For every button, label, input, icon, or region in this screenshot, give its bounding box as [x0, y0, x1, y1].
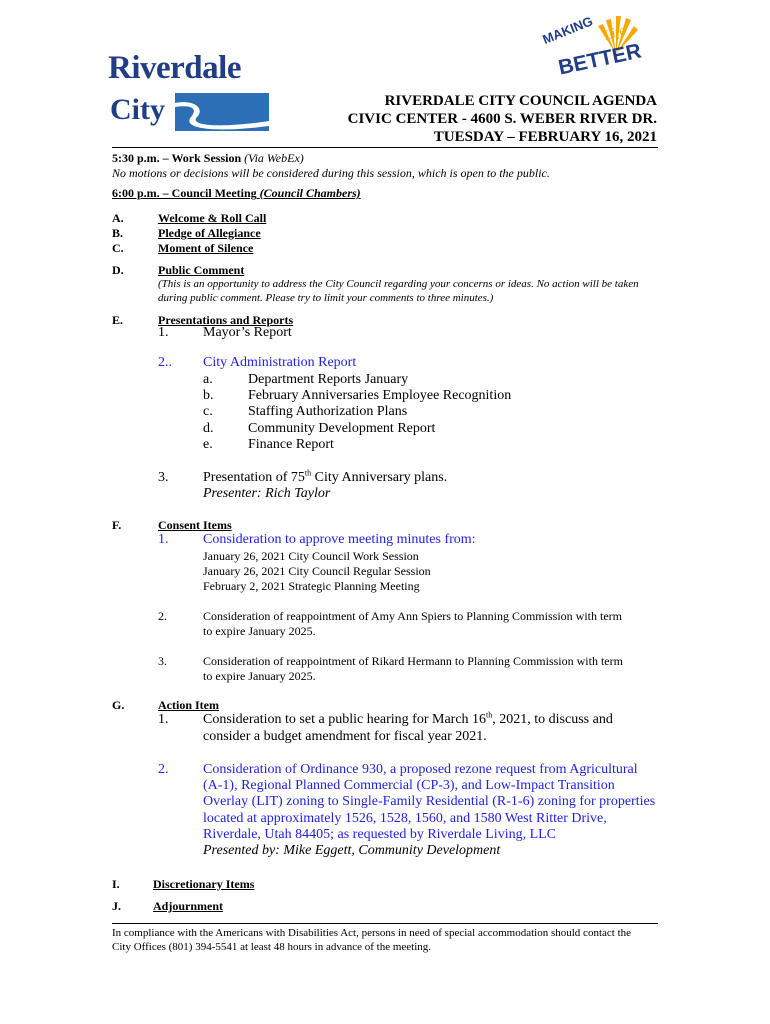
public-hearing-line-2: consider a budget amendment for fiscal year 2021.	[203, 729, 487, 744]
section-presentations: Presentations and Reports	[158, 313, 294, 327]
anniversary-plans: Presentation of 75th City Anniversary plans.	[203, 468, 448, 485]
footer-divider	[112, 923, 658, 924]
section-letter-f: F.	[112, 518, 122, 532]
council-meeting-line: 6:00 p.m. – Council Meeting (Council Chambers)	[112, 186, 361, 200]
g1-number: 1.	[158, 712, 169, 727]
minutes-line-2: January 26, 2021 City Council Regular Session	[203, 564, 431, 578]
city-administration-report: City Administration Report	[203, 355, 357, 370]
sub-item-c: Staffing Authorization Plans	[248, 404, 408, 419]
section-welcome-roll-call: Welcome & Roll Call	[158, 211, 267, 225]
reappointment-spiers-2: to expire January 2025.	[203, 624, 316, 638]
ordinance-930-line-2: (A-1), Regional Planned Commercial (CP-3), and Low-Impact Transition	[203, 778, 615, 793]
ada-notice-line-2: City Offices (801) 394-5541 at least 48 hours in advance of the meeting.	[112, 941, 432, 953]
g2-number: 2.	[158, 762, 169, 777]
mayors-report: Mayor’s Report	[203, 325, 292, 340]
sub-letter-e: e.	[203, 437, 213, 452]
section-letter-g: G.	[112, 698, 125, 712]
sub-item-d: Community Development Report	[248, 421, 436, 436]
tagline-better: BETTER	[556, 39, 644, 80]
public-comment-note-1: (This is an opportunity to address the City Council regarding your concerns or ideas. No action will be taken	[158, 278, 639, 290]
ordinance-930-line-4: located at approximately 1526, 1528, 1560, and 1580 West Ritter Drive,	[203, 811, 607, 826]
section-letter-d: D.	[112, 263, 124, 277]
logo-riverdale-text: Riverdale	[108, 50, 241, 86]
section-letter-b: B.	[112, 226, 124, 240]
sub-item-e: Finance Report	[248, 437, 334, 452]
ordinance-930-line-3: Overlay (LIT) zoning to Single-Family Residential (R-1-6) zoning for properties	[203, 794, 656, 809]
section-letter-i: I.	[112, 877, 120, 891]
work-session-note: No motions or decisions will be considered during this session, which is open to the public.	[112, 166, 550, 180]
e1-number: 1.	[158, 325, 169, 340]
logo-city-text: City	[110, 93, 165, 126]
reappointment-hermann-1: Consideration of reappointment of Rikard Hermann to Planning Commission with term	[203, 654, 623, 668]
tagline-life: Life	[602, 23, 628, 45]
section-moment-of-silence: Moment of Silence	[158, 241, 254, 255]
reappointment-hermann-2: to expire January 2025.	[203, 669, 316, 683]
agenda-location: CIVIC CENTER - 4600 S. WEBER RIVER DR.	[347, 111, 657, 127]
agenda-date: TUESDAY – FEBRUARY 16, 2021	[433, 129, 657, 145]
section-discretionary-items: Discretionary Items	[153, 877, 255, 891]
ordinance-930-line-1: Consideration of Ordinance 930, a proposed rezone request from Agricultural	[203, 762, 638, 777]
section-letter-e: E.	[112, 313, 124, 327]
agenda-title: RIVERDALE CITY COUNCIL AGENDA	[384, 93, 657, 109]
approve-minutes: Consideration to approve meeting minutes from:	[203, 532, 476, 547]
sub-letter-c: c.	[203, 404, 213, 419]
sub-item-a: Department Reports January	[248, 372, 409, 387]
section-public-comment: Public Comment	[158, 263, 245, 277]
section-letter-j: J.	[112, 899, 121, 913]
sub-letter-a: a.	[203, 372, 213, 387]
tagline-making: MAKING	[540, 13, 595, 47]
section-action-item: Action Item	[158, 698, 219, 712]
e2-number: 2..	[158, 355, 172, 370]
work-session-line: 5:30 p.m. – Work Session (Via WebEx)	[112, 151, 304, 165]
ordinance-presenter: Presented by: Mike Eggett, Community Development	[203, 843, 501, 858]
ordinance-930-line-5: Riverdale, Utah 84405; as requested by Riverdale Living, LLC	[203, 827, 557, 842]
minutes-line-3: February 2, 2021 Strategic Planning Meeting	[203, 579, 420, 593]
section-letter-a: A.	[112, 211, 124, 225]
reappointment-spiers-1: Consideration of reappointment of Amy Ann Spiers to Planning Commission with term	[203, 609, 622, 623]
section-consent-items: Consent Items	[158, 518, 232, 532]
minutes-line-1: January 26, 2021 City Council Work Session	[203, 549, 419, 563]
section-letter-c: C.	[112, 241, 124, 255]
header-divider	[112, 147, 658, 148]
sub-letter-b: b.	[203, 388, 214, 403]
sub-item-b: February Anniversaries Employee Recognition	[248, 388, 512, 403]
river-logo-icon	[175, 93, 269, 131]
f3-number: 3.	[158, 654, 167, 668]
section-pledge: Pledge of Allegiance	[158, 226, 261, 240]
anniversary-presenter: Presenter: Rich Taylor	[203, 486, 331, 501]
section-adjournment: Adjournment	[153, 899, 224, 913]
ada-notice-line-1: In compliance with the Americans with Disabilities Act, persons in need of special accommodation should contact the	[112, 927, 632, 939]
f2-number: 2.	[158, 609, 167, 623]
e3-number: 3.	[158, 470, 169, 485]
sub-letter-d: d.	[203, 421, 214, 436]
f1-number: 1.	[158, 532, 169, 547]
public-comment-note-2: during public comment. Please try to limit your comments to three minutes.)	[158, 292, 494, 304]
public-hearing-line-1: Consideration to set a public hearing for March 16th, 2021, to discuss and	[203, 710, 613, 727]
